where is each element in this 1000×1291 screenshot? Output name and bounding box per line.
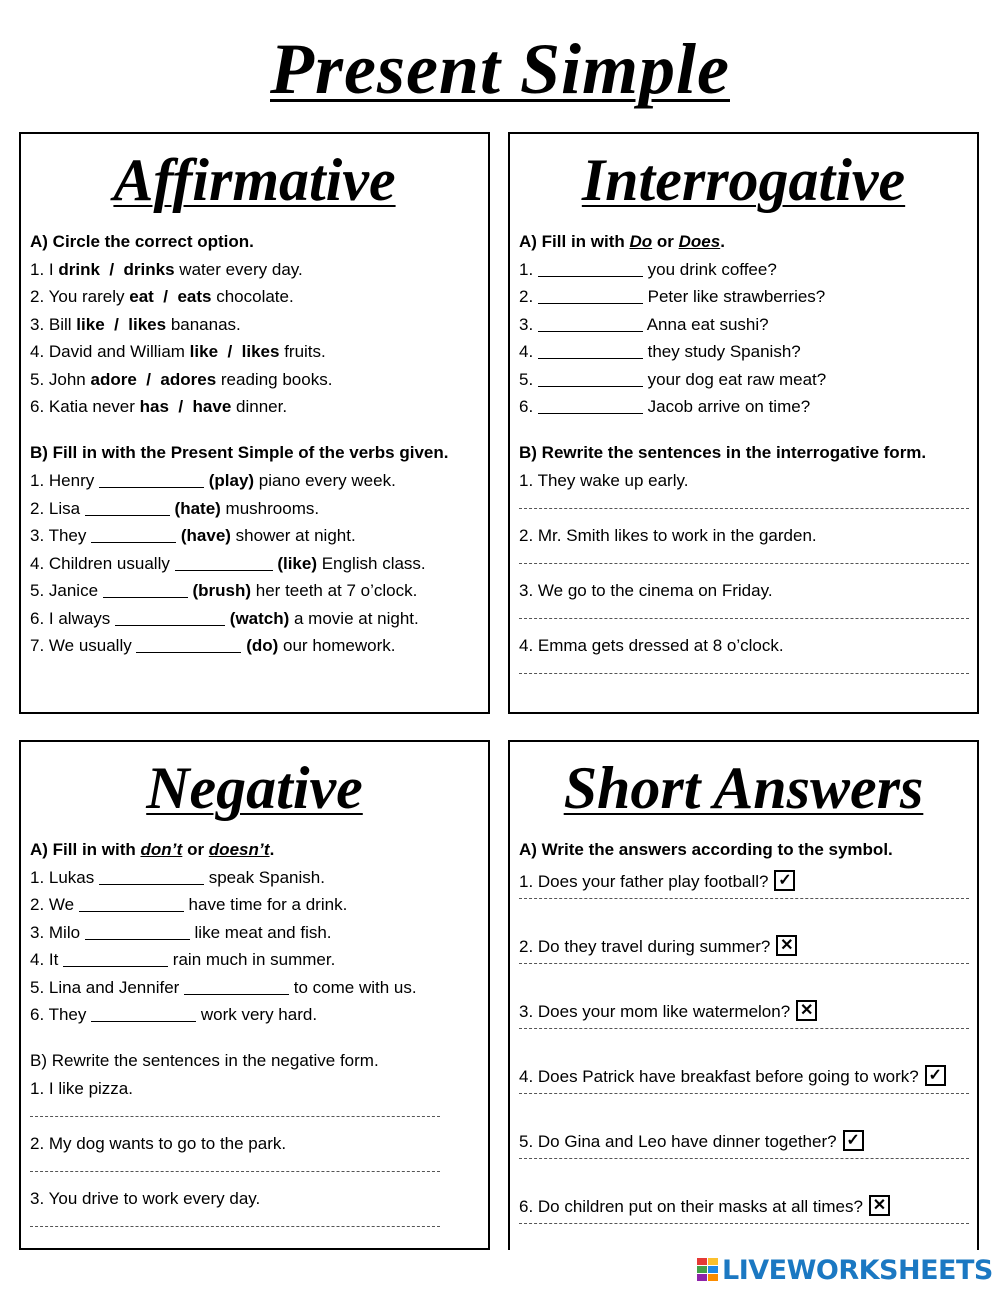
item-text: reading books. <box>216 369 333 389</box>
instruction-or: or <box>652 232 679 251</box>
affirmative-b-item <box>30 609 419 629</box>
negative-b-item: 2. My dog wants to go to the park. <box>30 1134 287 1153</box>
short-answers-section <box>508 740 979 1250</box>
interrogative-b-item: 2. Mr. Smith likes to work in the garden. <box>519 526 817 545</box>
negative-a-instruction <box>30 840 274 860</box>
item-text: 3. They <box>30 526 92 545</box>
liveworksheets-logo-text: LIVEWORKSHEETS <box>722 1255 993 1286</box>
option-separator: / <box>136 369 161 389</box>
short-answer-question <box>519 1000 817 1022</box>
item-text: dinner. <box>231 397 288 416</box>
option-1[interactable]: adore <box>90 369 137 389</box>
negative-content <box>30 840 440 1240</box>
item-number: 4. <box>519 342 538 361</box>
interrogative-b-item: 3. We go to the cinema on Friday. <box>519 581 773 600</box>
item-text: they study Spanish? <box>642 342 801 361</box>
affirmative-a-item <box>30 287 294 307</box>
option-separator: / <box>104 314 129 334</box>
option-separator: / <box>218 342 242 361</box>
interrogative-a-item <box>519 287 825 307</box>
question-text: 4. Does Patrick have breakfast before going to work? <box>519 1067 919 1086</box>
item-text: you drink coffee? <box>642 259 777 279</box>
verb-hint: (hate) <box>174 498 221 518</box>
item-text: 1. Henry <box>30 471 99 490</box>
affirmative-a-item <box>30 342 326 362</box>
item-number: 5. <box>519 369 538 389</box>
negative-a-item <box>30 978 417 998</box>
verb-hint: (watch) <box>229 608 290 628</box>
instruction-end: . <box>720 232 725 251</box>
item-text: 3. Milo <box>30 922 85 942</box>
answer-blank[interactable] <box>79 897 184 912</box>
answer-blank[interactable] <box>538 262 643 277</box>
affirmative-b-item <box>30 636 395 656</box>
option-1[interactable]: eat <box>129 287 154 306</box>
answer-blank[interactable] <box>175 556 273 571</box>
instruction-word-do: Do <box>629 232 653 251</box>
answer-blank[interactable] <box>538 399 643 414</box>
option-2[interactable]: likes <box>128 314 167 334</box>
interrogative-a-item <box>519 397 810 417</box>
option-separator: / <box>168 397 193 416</box>
affirmative-heading: Affirmative <box>113 147 396 213</box>
negative-b-item: 1. I like pizza. <box>30 1079 133 1098</box>
question-text: 6. Do children put on their masks at all times? <box>519 1197 863 1216</box>
item-text: 2. Lisa <box>30 498 85 518</box>
answer-line[interactable] <box>519 898 969 899</box>
negative-a-item <box>30 895 347 915</box>
item-text: her teeth at 7 o’clock. <box>251 581 418 600</box>
answer-blank[interactable] <box>184 980 289 995</box>
answer-blank[interactable] <box>136 638 241 653</box>
interrogative-a-item <box>519 260 777 280</box>
checkmark-icon: ✓ <box>925 1065 946 1086</box>
instruction-word-doesnt: doesn’t <box>208 840 270 859</box>
instruction-word-dont: don’t <box>140 840 183 859</box>
answer-line[interactable] <box>519 1223 969 1224</box>
affirmative-b-instruction: B) Fill in with the Present Simple of the verbs given. <box>30 443 449 462</box>
negative-a-item <box>30 950 335 970</box>
interrogative-b-item: 1. They wake up early. <box>519 471 689 490</box>
affirmative-a-item <box>30 315 241 335</box>
option-2[interactable]: eats <box>177 287 212 306</box>
short-answer-question <box>519 935 797 957</box>
interrogative-section <box>508 132 979 714</box>
affirmative-a-item <box>30 397 287 417</box>
item-text: speak Spanish. <box>204 867 325 887</box>
option-1[interactable]: drink <box>58 259 100 279</box>
negative-b-item: 3. You drive to work every day. <box>30 1189 261 1208</box>
item-text: 7. We usually <box>30 636 137 655</box>
affirmative-b-item <box>30 499 319 519</box>
answer-blank[interactable] <box>103 583 188 598</box>
item-text: like meat and fish. <box>189 922 332 942</box>
cross-icon: ✕ <box>796 1000 817 1021</box>
option-2[interactable]: drinks <box>123 259 175 279</box>
negative-section <box>19 740 490 1250</box>
item-text: 4. It <box>30 950 64 969</box>
answer-blank[interactable] <box>538 317 643 332</box>
verb-hint: (do) <box>246 636 279 655</box>
item-text: 4. Children usually <box>30 553 175 573</box>
interrogative-content <box>519 232 969 702</box>
short-answers-content <box>519 840 969 1250</box>
interrogative-b-item: 4. Emma gets dressed at 8 o’clock. <box>519 636 784 655</box>
liveworksheets-logo-icon <box>697 1258 719 1282</box>
affirmative-b-item <box>30 581 417 601</box>
answer-line[interactable] <box>519 963 969 964</box>
answer-line[interactable] <box>519 618 969 619</box>
answer-line[interactable] <box>519 673 969 674</box>
item-text: a movie at night. <box>289 608 419 628</box>
verb-hint: (have) <box>180 526 231 545</box>
affirmative-b-item <box>30 526 356 546</box>
item-number: 2. <box>519 287 538 306</box>
answer-line[interactable] <box>30 1171 440 1172</box>
answer-blank[interactable] <box>538 289 643 304</box>
item-text: 5. Lina and Jennifer <box>30 977 185 997</box>
item-text: work very hard. <box>196 1005 318 1024</box>
answer-blank[interactable] <box>63 952 168 967</box>
item-text: 2. We <box>30 895 79 914</box>
item-text: 5. John <box>30 369 91 389</box>
negative-a-item <box>30 868 325 888</box>
negative-heading: Negative <box>146 755 363 821</box>
affirmative-b-item <box>30 471 396 491</box>
interrogative-a-item <box>519 370 826 390</box>
answer-line[interactable] <box>519 508 969 509</box>
item-text: 4. David and William <box>30 342 190 361</box>
interrogative-heading: Interrogative <box>581 147 906 213</box>
verb-hint: (like) <box>277 553 317 573</box>
interrogative-a-item <box>519 342 801 362</box>
item-text: Anna eat sushi? <box>642 314 769 334</box>
item-text: 6. They <box>30 1005 92 1024</box>
question-text: 1. Does your father play football? <box>519 872 769 891</box>
liveworksheets-logo <box>697 1255 997 1285</box>
item-text: rain much in summer. <box>168 950 336 969</box>
instruction-end: . <box>269 840 275 859</box>
instruction-word-does: Does <box>678 232 721 251</box>
item-text: English class. <box>317 553 426 573</box>
short-answer-question <box>519 870 795 892</box>
affirmative-section <box>19 132 490 714</box>
answer-line[interactable] <box>519 563 969 564</box>
item-text: 3. Bill <box>30 314 77 334</box>
question-text: 2. Do they travel during summer? <box>519 937 771 956</box>
answer-line[interactable] <box>519 1028 969 1029</box>
option-1[interactable]: like <box>76 314 105 334</box>
answer-line[interactable] <box>519 1093 969 1094</box>
answer-blank[interactable] <box>538 372 643 387</box>
instruction-text: A) Fill in with <box>30 840 141 859</box>
interrogative-a-item <box>519 315 769 335</box>
affirmative-a-item <box>30 260 303 280</box>
answer-line[interactable] <box>519 1158 969 1159</box>
item-text: chocolate. <box>211 287 294 306</box>
cross-icon: ✕ <box>869 1195 890 1216</box>
affirmative-content <box>30 232 480 702</box>
short-answer-question <box>519 1065 946 1087</box>
item-text: to come with us. <box>289 977 417 997</box>
item-text: 1. Lukas <box>30 867 99 887</box>
item-text: have time for a drink. <box>183 895 348 914</box>
short-answers-heading: Short Answers <box>563 755 924 821</box>
answer-blank[interactable] <box>91 528 176 543</box>
interrogative-a-instruction <box>519 232 725 252</box>
verb-hint: (play) <box>208 471 255 490</box>
checkmark-icon: ✓ <box>843 1130 864 1151</box>
checkmark-icon: ✓ <box>774 870 795 891</box>
negative-b-instruction: B) Rewrite the sentences in the negative form. <box>30 1051 379 1070</box>
option-2[interactable]: have <box>192 397 232 416</box>
answer-blank[interactable] <box>538 344 643 359</box>
affirmative-b-item <box>30 554 426 574</box>
option-separator: / <box>99 259 124 279</box>
answer-blank[interactable] <box>99 870 204 885</box>
item-number: 1. <box>519 259 538 279</box>
item-text: fruits. <box>279 342 326 361</box>
option-1[interactable]: has <box>139 397 169 416</box>
item-text: water every day. <box>174 259 303 279</box>
question-text: 5. Do Gina and Leo have dinner together? <box>519 1132 837 1151</box>
item-text: 5. Janice <box>30 581 103 600</box>
item-text: 2. You rarely <box>30 287 130 306</box>
item-text: your dog eat raw meat? <box>642 369 827 389</box>
verb-hint: (brush) <box>192 581 252 600</box>
item-text: our homework. <box>278 636 396 655</box>
item-text: Peter like strawberries? <box>642 287 826 306</box>
affirmative-a-instruction: A) Circle the correct option. <box>30 232 254 251</box>
item-text: 6. Katia never <box>30 397 140 416</box>
item-text: bananas. <box>166 314 241 334</box>
answer-blank[interactable] <box>99 473 204 488</box>
page-title: Present Simple <box>270 29 730 109</box>
answer-line[interactable] <box>30 1116 440 1117</box>
option-1[interactable]: like <box>189 342 219 361</box>
negative-a-item <box>30 1005 317 1025</box>
negative-a-item <box>30 923 332 943</box>
answer-blank[interactable] <box>91 1007 196 1022</box>
option-2[interactable]: adores <box>160 369 217 389</box>
interrogative-b-instruction: B) Rewrite the sentences in the interrogative form. <box>519 443 927 462</box>
answer-blank[interactable] <box>85 925 190 940</box>
answer-blank[interactable] <box>85 501 170 516</box>
item-text: 6. I always <box>30 608 116 628</box>
short-answers-instruction: A) Write the answers according to the symbol. <box>519 840 893 859</box>
instruction-or: or <box>182 840 209 859</box>
answer-line[interactable] <box>30 1226 440 1227</box>
short-answer-question <box>519 1130 864 1152</box>
affirmative-a-item <box>30 370 332 390</box>
item-text: shower at night. <box>230 526 356 545</box>
option-2[interactable]: likes <box>241 342 280 361</box>
answer-blank[interactable] <box>115 611 225 626</box>
item-number: 6. <box>519 397 538 416</box>
item-text: piano every week. <box>254 471 396 490</box>
short-answer-question <box>519 1195 890 1217</box>
question-text: 3. Does your mom like watermelon? <box>519 1002 791 1021</box>
instruction-text: A) Fill in with <box>519 232 630 251</box>
item-number: 3. <box>519 314 538 334</box>
item-text: Jacob arrive on time? <box>642 397 811 416</box>
item-text: 1. I <box>30 259 59 279</box>
item-text: mushrooms. <box>220 498 320 518</box>
option-separator: / <box>153 287 178 306</box>
cross-icon: ✕ <box>776 935 797 956</box>
